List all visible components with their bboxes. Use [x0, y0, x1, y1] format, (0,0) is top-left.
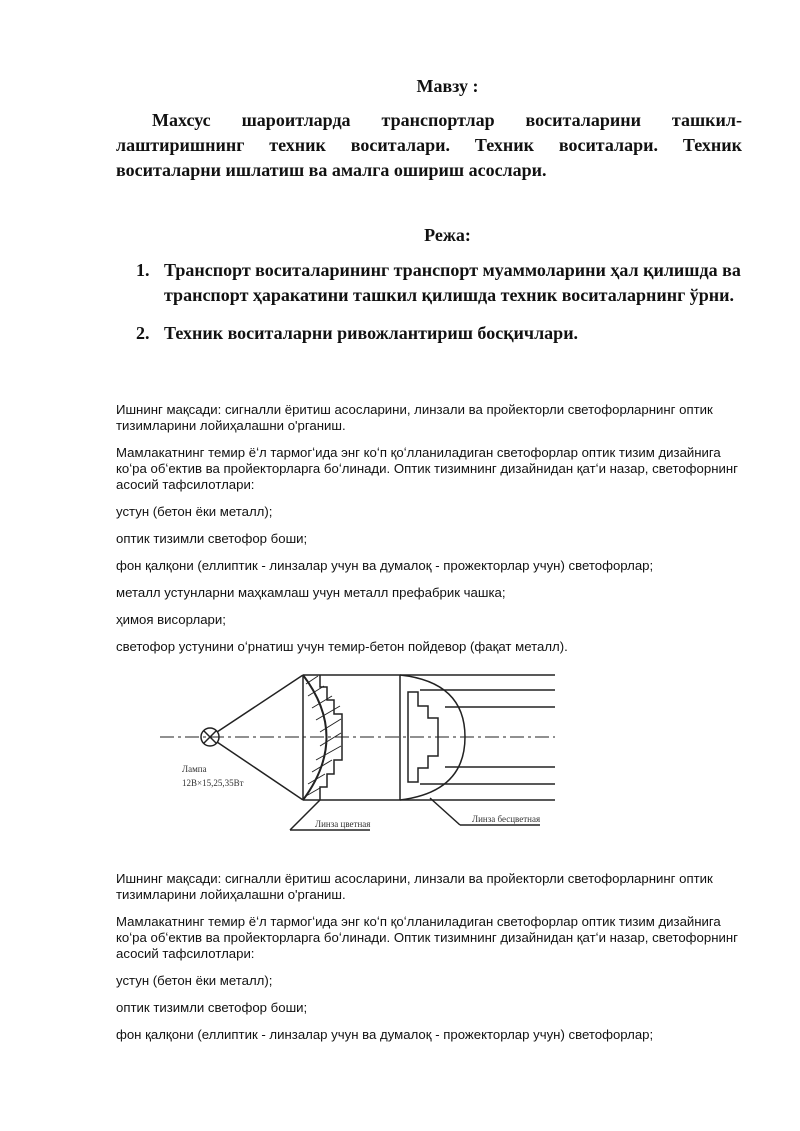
topic-label: Мавзу :: [416, 76, 479, 96]
list-line: фон қалқони (еллиптик - линзалар учун ва думалоқ - прожекторлар учун) светофорлар;: [116, 558, 654, 573]
plan-item-number: 1.: [136, 260, 150, 280]
paragraph: Мамлакатнинг темир ёʻл тармогʻида энг коʻп қоʻлланиладиган светофорлар оптик тизим дизайнига коʻра обʻектив ва пройекторларга боʻлинади. Оптик тизимнинг дизайнидан қатʻи назар, светофорнинг асосий тафсилотлари:: [116, 914, 738, 961]
list-line: светофор устунини oʻрнатиш учун темир-бетон пойдевор (фақат металл).: [116, 639, 568, 654]
paragraph: Ишнинг мақсади: сигналли ёритиш асосларини, линзали ва пройекторли светофорларнинг оптик тизимларини лойиҳалашни o'рганиш.: [116, 402, 713, 433]
light-cone-bottom: [217, 742, 303, 800]
paragraph: Ишнинг мақсади: сигналли ёритиш асосларини, линзали ва пройекторли светофорларнинг оптик тизимларини лойиҳалашни o'рганиш.: [116, 871, 713, 902]
topic-text: Махсус шароитларда транспортлар воситаларини ташкил-лаштиришнинг техник воситалари. Техник воситалари. Техник воситаларни ишлатиш ва амалга ошириш асослари.: [116, 110, 742, 180]
plan-item-text: Техник воситаларни ривожлантириш босқичлари.: [164, 323, 579, 343]
plan-item: [136, 321, 746, 346]
plan-item-number: 2.: [136, 323, 150, 343]
light-cone-top: [217, 675, 303, 732]
paragraph: Мамлакатнинг темир ёʻл тармогʻида энг коʻп қоʻлланиладиган светофорлар оптик тизим дизайнига коʻра обʻектив ва пройекторларга боʻлинади. Оптик тизимнинг дизайнидан қатʻи назар, светофорнинг асосий тафсилотлари:: [116, 445, 738, 492]
section-1: [116, 402, 746, 666]
plan-label: Режа:: [424, 225, 471, 245]
section-2: [116, 871, 746, 1054]
list-line: оптик тизимли светофор боши;: [116, 531, 308, 546]
lens-signal-diagram: [160, 662, 560, 837]
plan-list: [136, 258, 746, 359]
list-line: фон қалқони (еллиптик - линзалар учун ва думалоқ - прожекторлар учун) светофорлар;: [116, 1027, 654, 1042]
lamp-spec-label: 12В×15,25,35Вт: [182, 778, 244, 788]
colorless-lens-label: Линза бесцветная: [472, 814, 541, 824]
list-line: металл устунларни маҳкамлаш учун металл префабрик чашка;: [116, 585, 506, 600]
colored-lens-label: Линза цветная: [315, 819, 371, 829]
list-line: ҳимоя висорлари;: [116, 612, 226, 627]
list-line: устун (бетон ёки металл);: [116, 504, 273, 519]
list-line: устун (бетон ёки металл);: [116, 973, 273, 988]
plan-item: [136, 258, 746, 308]
plan-item-text: Транспорт воситаларининг транспорт муаммоларини ҳал қилишда ва транспорт ҳаракатини ташкил қилишда техник воситаларнинг ўрни.: [164, 260, 741, 305]
lamp-label: Лампа: [182, 764, 207, 774]
list-line: оптик тизимли светофор боши;: [116, 1000, 308, 1015]
